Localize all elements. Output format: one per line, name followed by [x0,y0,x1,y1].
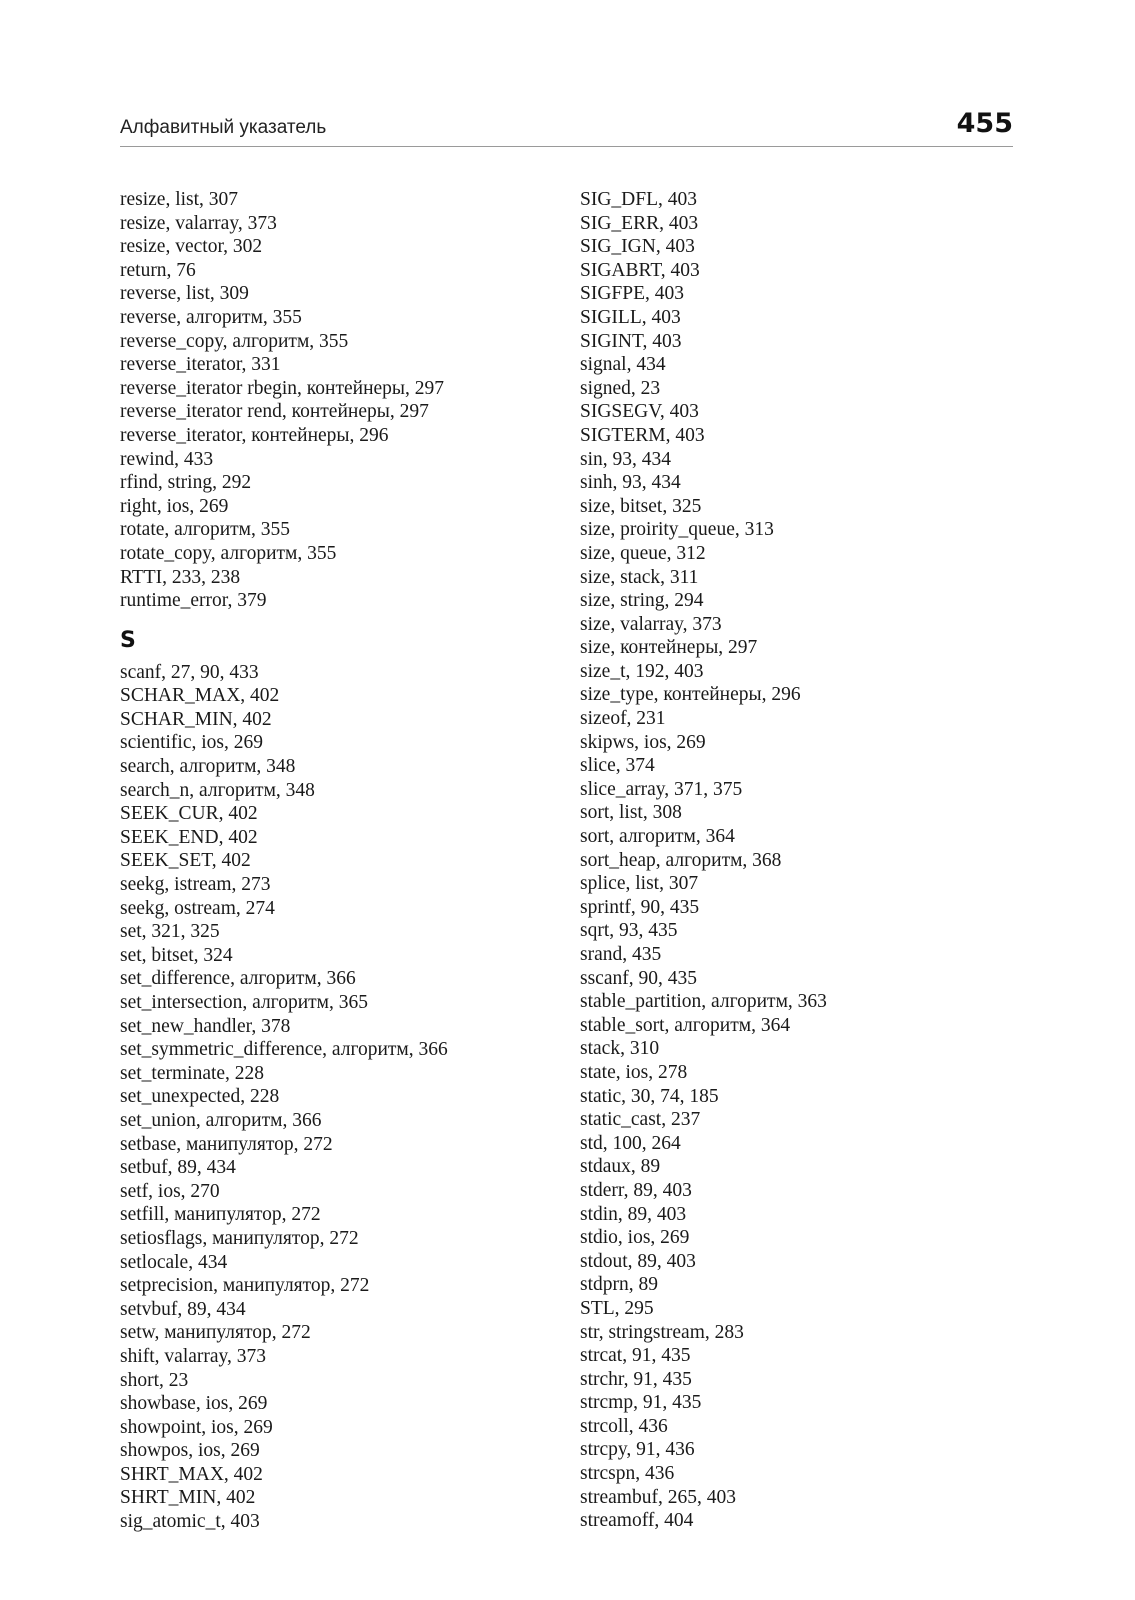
index-entry: size, контейнеры, 297 [580,637,758,659]
index-entry: SIG_IGN, 403 [580,236,695,258]
index-entry: showpoint, ios, 269 [120,1416,273,1438]
index-entry: strcoll, 436 [580,1415,668,1437]
index-entry: stable_partition, алгоритм, 363 [580,991,827,1013]
index-entry: resize, vector, 302 [120,236,263,258]
index-entry: stdprn, 89 [580,1274,658,1296]
index-entry: sin, 93, 434 [580,448,672,470]
index-entry: skipws, ios, 269 [580,731,706,753]
index-entry: setf, ios, 270 [120,1180,220,1202]
index-entry: setw, манипулятор, 272 [120,1322,311,1344]
index-entry: streambuf, 265, 403 [580,1486,736,1508]
index-entry: STL, 295 [580,1297,654,1319]
index-entry: set_unexpected, 228 [120,1086,280,1108]
index-entry: stderr, 89, 403 [580,1179,692,1201]
index-entry: right, ios, 269 [120,495,229,517]
index-entry: search, алгоритм, 348 [120,756,296,778]
index-entry: SIGFPE, 403 [580,283,685,305]
index-entry: set, 321, 325 [120,921,220,943]
index-entry: SIGABRT, 403 [580,259,700,281]
index-entry: str, stringstream, 283 [580,1321,744,1343]
index-entry: SCHAR_MIN, 402 [120,708,272,730]
index-entry: stdout, 89, 403 [580,1250,696,1272]
right-column [580,188,1020,1533]
index-entry: size, string, 294 [580,590,704,612]
index-entry: reverse, list, 309 [120,283,249,305]
index-entry: sort, алгоритм, 364 [580,826,735,848]
index-entry: sprintf, 90, 435 [580,896,700,918]
index-entry: search_n, алгоритм, 348 [120,779,315,801]
page-header [120,108,1013,147]
right-entries [580,188,1020,1533]
index-entry: set_symmetric_difference, алгоритм, 366 [120,1039,448,1061]
index-entry: set_intersection, алгоритм, 365 [120,992,368,1013]
index-entry: SHRT_MAX, 402 [120,1463,263,1485]
index-entry: size, bitset, 325 [580,495,702,517]
index-entry: streamoff, 404 [580,1510,694,1532]
index-entry: size, proirity_queue, 313 [580,519,774,541]
index-entry: reverse_iterator, контейнеры, 296 [120,424,389,446]
index-entry: scientific, ios, 269 [120,732,263,754]
index-entry: size_t, 192, 403 [580,660,704,682]
left-entries-after [120,661,560,1534]
index-entry: sig_atomic_t, 403 [120,1511,260,1533]
index-entry: SIGTERM, 403 [580,424,705,446]
index-entry: splice, list, 307 [580,873,699,895]
index-entry: seekg, ostream, 274 [120,897,275,919]
index-entry: sinh, 93, 434 [580,472,681,494]
index-entry: resize, list, 307 [120,189,239,210]
index-entry: sizeof, 231 [580,708,666,730]
index-entry: runtime_error, 379 [120,590,267,612]
index-entry: strcspn, 436 [580,1463,675,1485]
index-entry: scanf, 27, 90, 433 [120,661,259,683]
index-entry: static_cast, 237 [580,1109,701,1131]
index-entry: rotate, алгоритм, 355 [120,519,291,541]
index-entry: seekg, istream, 273 [120,874,271,896]
index-entry: reverse_copy, алгоритм, 355 [120,330,349,352]
header-title: Алфавитный указатель [120,117,327,138]
index-entry: sqrt, 93, 435 [580,920,678,942]
index-entry: setbuf, 89, 434 [120,1157,236,1179]
index-entry: slice_array, 371, 375 [580,778,743,800]
index-entry: set_union, алгоритм, 366 [120,1109,322,1131]
index-entry: stable_sort, алгоритм, 364 [580,1014,791,1036]
index-entry: strchr, 91, 435 [580,1368,692,1390]
index-entry: SEEK_CUR, 402 [120,803,258,825]
index-entry: size, stack, 311 [580,566,699,588]
index-entry: SEEK_END, 402 [120,826,258,848]
index-entry: stdio, ios, 269 [580,1227,690,1249]
index-entry: stack, 310 [580,1038,660,1060]
index-entry: size_type, контейнеры, 296 [580,684,801,706]
index-entry: setfill, манипулятор, 272 [120,1204,321,1226]
left-column [120,188,560,1534]
index-entry: std, 100, 264 [580,1132,681,1154]
index-entry: setiosflags, манипулятор, 272 [120,1227,359,1249]
index-entry: sscanf, 90, 435 [580,967,697,989]
index-entry: RTTI, 233, 238 [120,566,241,588]
index-entry: set_new_handler, 378 [120,1015,291,1037]
index-entry: sort_heap, алгоритм, 368 [580,849,782,871]
index-entry: slice, 374 [580,755,655,777]
index-entry: set_terminate, 228 [120,1062,265,1084]
index-entry: reverse, алгоритм, 355 [120,306,302,328]
index-entry: signal, 434 [580,354,666,376]
index-entry: rfind, string, 292 [120,472,252,494]
index-entry: srand, 435 [580,944,662,965]
index-entry: SEEK_SET, 402 [120,850,251,872]
index-entry: set_difference, алгоритм, 366 [120,968,356,990]
index-entry: stdaux, 89 [580,1156,661,1178]
index-entry: static, 30, 74, 185 [580,1085,719,1107]
index-entry: SIG_DFL, 403 [580,189,698,210]
index-entry: stdin, 89, 403 [580,1203,687,1225]
index-entry: rotate_copy, алгоритм, 355 [120,542,337,564]
index-entry: signed, 23 [580,377,661,399]
index-entry: setlocale, 434 [120,1251,228,1273]
index-entry: resize, valarray, 373 [120,212,277,234]
index-entry: setbase, манипулятор, 272 [120,1133,333,1155]
index-entry: reverse_iterator, 331 [120,354,281,376]
index-entry: reverse_iterator rbegin, контейнеры, 297 [120,377,445,399]
index-entry: SIG_ERR, 403 [580,212,699,234]
index-entry: sort, list, 308 [580,802,682,824]
section-letter: S [120,627,136,653]
index-entry: setvbuf, 89, 434 [120,1298,246,1320]
index-entry: rewind, 433 [120,448,214,470]
index-entry: setprecision, манипулятор, 272 [120,1275,370,1297]
index-entry: showpos, ios, 269 [120,1440,260,1462]
index-entry: set, bitset, 324 [120,944,233,966]
index-entry: SIGINT, 403 [580,330,682,352]
index-entry: SIGILL, 403 [580,306,681,328]
index-entry: SHRT_MIN, 402 [120,1487,256,1509]
index-entry: state, ios, 278 [580,1061,688,1083]
index-entry: SIGSEGV, 403 [580,401,699,423]
index-entry: strcmp, 91, 435 [580,1392,702,1414]
index-entry: short, 23 [120,1369,189,1391]
index-entry: reverse_iterator rend, контейнеры, 297 [120,401,429,423]
index-entry: size, valarray, 373 [580,613,722,635]
index-entry: return, 76 [120,259,196,281]
index-entry: strcpy, 91, 436 [580,1439,695,1461]
index-entry: strcat, 91, 435 [580,1345,691,1367]
index-entry: SCHAR_MAX, 402 [120,685,280,707]
index-entry: shift, valarray, 373 [120,1345,267,1367]
index-entry: size, queue, 312 [580,542,706,564]
page-number: 455 [956,108,1013,139]
left-entries-before [120,188,560,613]
index-entry: showbase, ios, 269 [120,1393,268,1415]
